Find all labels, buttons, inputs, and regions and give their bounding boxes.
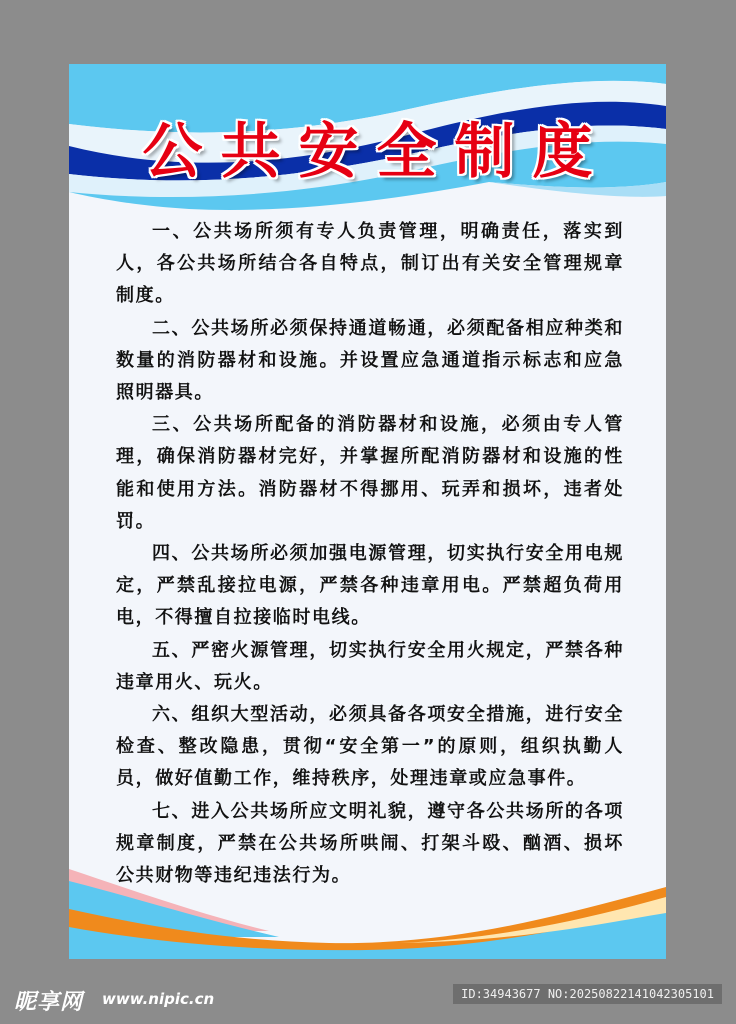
image-id-label: ID:34943677 NO:20250822141042305101 <box>453 984 722 1004</box>
rule-paragraph-2: 二、公共场所必须保持通道畅通，必须配备相应种类和数量的消防器材和设施。并设置应急通道指示标志和应急照明器具。 <box>116 317 624 404</box>
nipic-url: www.nipic.cn <box>102 990 215 1008</box>
nipic-logo: 昵享网 <box>14 990 84 1015</box>
rule-paragraph-5: 五、严密火源管理，切实执行安全用火规定，严禁各种违章用火、玩火。 <box>116 639 624 693</box>
poster-title: 公共安全制度 <box>142 117 611 187</box>
poster <box>69 64 666 959</box>
rules-body <box>116 216 624 892</box>
rule-paragraph-1: 一、公共场所须有专人负责管理，明确责任，落实到人，各公共场所结合各自特点，制订出有关安全管理规章制度。 <box>116 221 624 307</box>
rule-paragraph-7: 七、进入公共场所应文明礼貌，遵守各公共场所的各项规章制度，严禁在公共场所哄闹、打架斗殴、酗酒、损坏公共财物等违纪违法行为。 <box>116 800 624 887</box>
bottom-wave-decoration <box>69 869 666 959</box>
rule-paragraph-6: 六、组织大型活动，必须具备各项安全措施，进行安全检查、整改隐患，贯彻“安全第一”的原则，组织执勤人员，做好值勤工作，维持秩序，处理违章或应急事件。 <box>116 704 624 790</box>
rule-paragraph-4: 四、公共场所必须加强电源管理，切实执行安全用电规定，严禁乱接拉电源，严禁各种违章用电。严禁超负荷用电，不得擅自拉接临时电线。 <box>116 543 624 629</box>
rule-paragraph-3: 三、公共场所配备的消防器材和设施，必须由专人管理，确保消防器材完好，并掌握所配消防器材和设施的性能和使用方法。消防器材不得挪用、玩弄和损坏，违者处罚。 <box>116 414 624 532</box>
